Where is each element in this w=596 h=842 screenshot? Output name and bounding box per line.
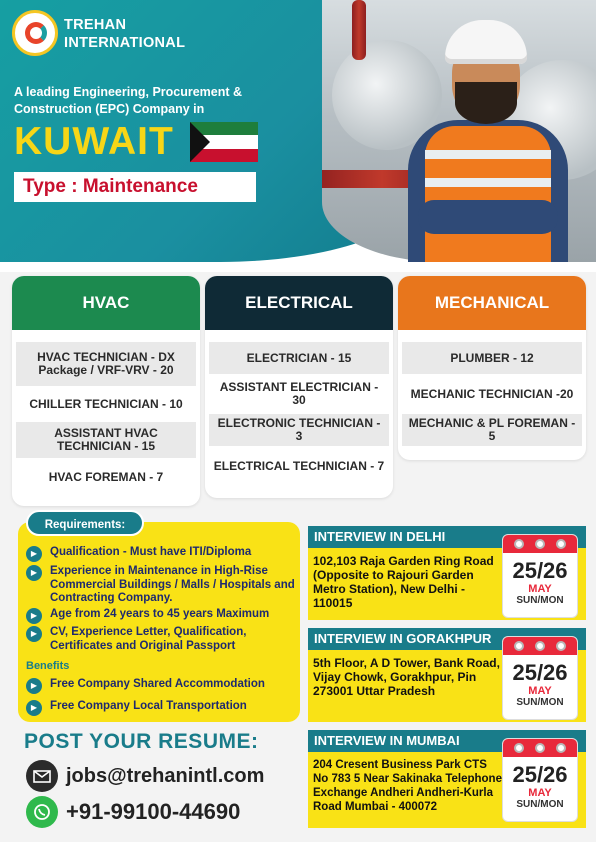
interview-days: SUN/MON (516, 799, 564, 810)
interview-days: SUN/MON (516, 697, 564, 708)
benefits-label: Benefits (26, 660, 70, 672)
list-item: CHILLER TECHNICIAN - 10 (16, 390, 196, 418)
kuwait-flag-icon (190, 122, 258, 162)
company-logo (12, 10, 58, 56)
company-tagline: A leading Engineering, Procurement & Construction (EPC) Company in (14, 85, 243, 116)
interview-gorakhpur (308, 628, 586, 722)
requirement-item: ▶ CV, Experience Letter, Qualification, Certificates and Original Passport (26, 626, 296, 653)
brand-name: TREHAN INTERNATIONAL (64, 17, 186, 51)
interview-month: MAY (528, 787, 552, 799)
interview-mumbai (308, 730, 586, 828)
play-bullet-icon: ▶ (26, 678, 42, 694)
category-title: ELECTRICAL (205, 276, 393, 330)
whatsapp-icon (26, 796, 58, 828)
interview-address: 204 Cresent Business Park CTS No 783 5 Near Sakinaka Telephone Exchange Andheri Andheri-Kurla Road Mumbai - 400072 (313, 759, 502, 813)
category-hvac (12, 276, 200, 506)
interview-title: INTERVIEW IN DELHI (308, 526, 586, 548)
calendar-icon (502, 738, 578, 822)
interview-title: INTERVIEW IN MUMBAI (308, 730, 586, 752)
country-title: KUWAIT (14, 120, 174, 163)
calendar-icon (502, 534, 578, 618)
category-title: MECHANICAL (398, 276, 586, 330)
benefit-item: ▶ Free Company Local Transportation (26, 700, 296, 716)
requirement-item: ▶ Qualification - Must have ITI/Diploma (26, 546, 296, 562)
email-link[interactable]: jobs@trehanintl.com (66, 764, 265, 787)
requirement-item: ▶ Age from 24 years to 45 years Maximum (26, 608, 296, 624)
play-bullet-icon: ▶ (26, 608, 42, 624)
interview-date: 25/26 (512, 762, 568, 787)
post-resume-title: POST YOUR RESUME: (24, 730, 259, 753)
category-mechanical (398, 276, 586, 460)
mail-icon (26, 760, 58, 792)
interview-date: 25/26 (512, 660, 568, 685)
list-item: HVAC FOREMAN - 7 (16, 462, 196, 492)
category-electrical (205, 276, 393, 498)
list-item: MECHANIC & PL FOREMAN - 5 (402, 414, 582, 446)
list-item: ELECTRONIC TECHNICIAN - 3 (209, 414, 389, 446)
requirements-title: Requirements: (26, 510, 144, 536)
list-item: MECHANIC TECHNICIAN -20 (402, 378, 582, 410)
interview-days: SUN/MON (516, 595, 564, 606)
interview-month: MAY (528, 583, 552, 595)
interview-delhi (308, 526, 586, 620)
benefit-item: ▶ Free Company Shared Accommodation (26, 678, 296, 694)
play-bullet-icon: ▶ (26, 700, 42, 716)
hero-banner (0, 0, 596, 272)
requirement-item: ▶ Experience in Maintenance in High-Rise Commercial Buildings / Malls / Hospitals and Contracting Company. (26, 565, 296, 606)
list-item: ASSISTANT ELECTRICIAN - 30 (209, 378, 389, 410)
list-item: ELECTRICAL TECHNICIAN - 7 (209, 450, 389, 482)
play-bullet-icon: ▶ (26, 546, 42, 562)
list-item: HVAC TECHNICIAN - DX Package / VRF-VRV - 20 (16, 342, 196, 386)
interview-address: 5th Floor, A D Tower, Bank Road, Vijay Chowk, Gorakhpur, Pin 273001 Uttar Pradesh (313, 656, 500, 698)
phone-contact[interactable] (26, 796, 240, 828)
list-item: PLUMBER - 12 (402, 342, 582, 374)
play-bullet-icon: ▶ (26, 626, 42, 642)
email-contact[interactable] (26, 760, 264, 792)
interview-date: 25/26 (512, 558, 568, 583)
interview-month: MAY (528, 685, 552, 697)
list-item: ASSISTANT HVAC TECHNICIAN - 15 (16, 422, 196, 458)
interview-title: INTERVIEW IN GORAKHPUR (308, 628, 586, 650)
list-item: ELECTRICIAN - 15 (209, 342, 389, 374)
play-bullet-icon: ▶ (26, 565, 42, 581)
calendar-icon (502, 636, 578, 720)
interview-address: 102,103 Raja Garden Ring Road (Opposite to Rajouri Garden Metro Station), New Delhi - 110015 (313, 554, 494, 610)
phone-number[interactable]: +91-99100-44690 (66, 799, 241, 824)
category-title: HVAC (12, 276, 200, 330)
job-type-label: Type : Maintenance (14, 172, 256, 202)
